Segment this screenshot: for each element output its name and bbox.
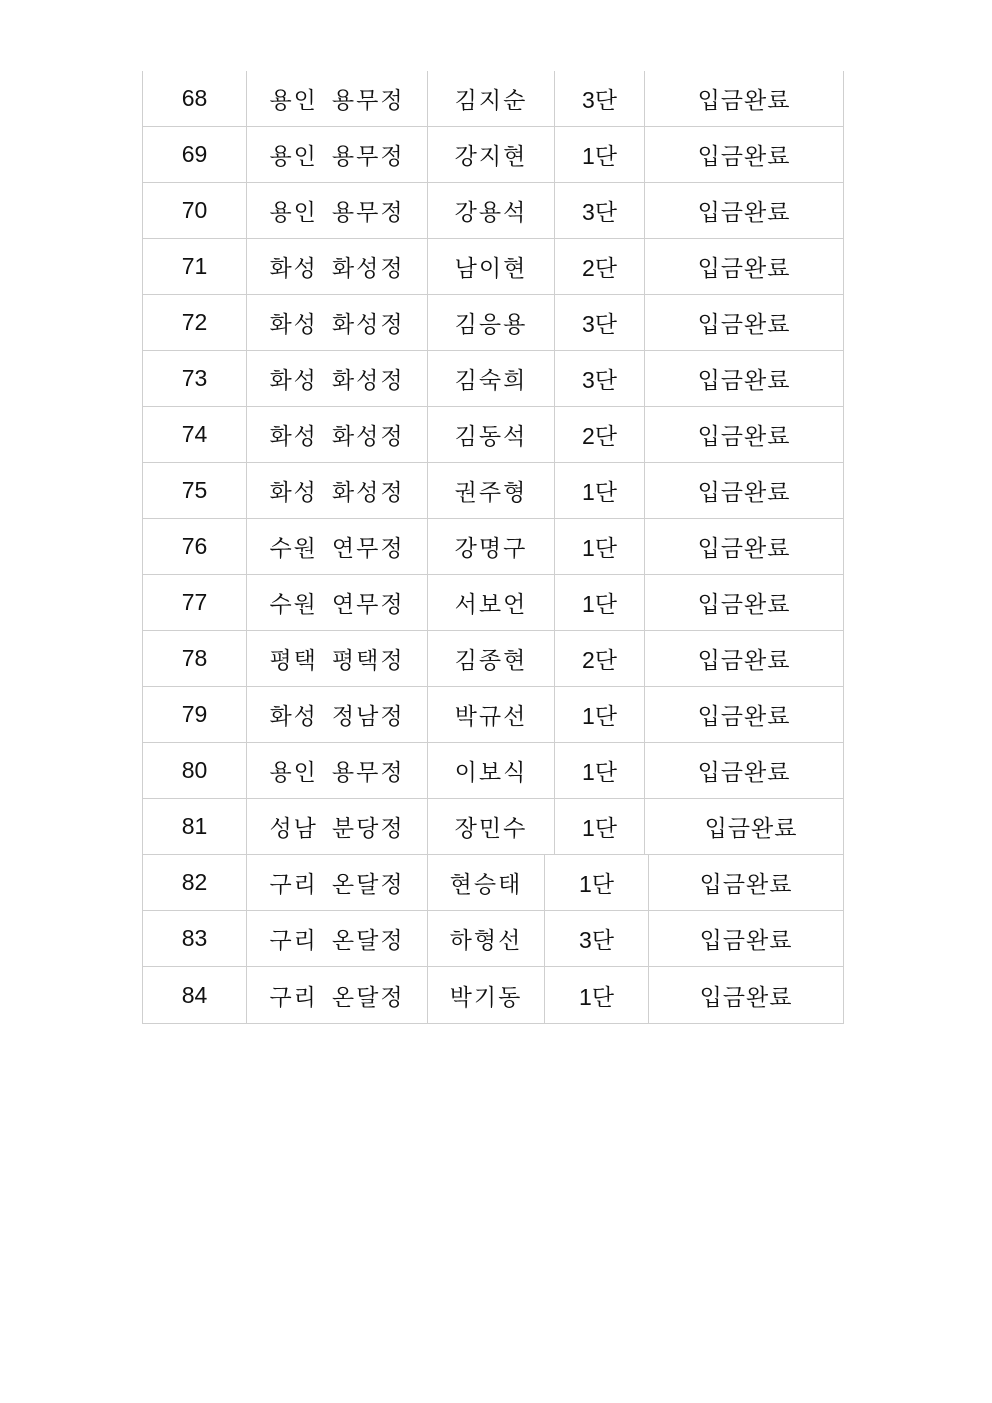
row-number-cell — [143, 239, 247, 294]
row-number-cell — [143, 575, 247, 630]
member-name-cell — [428, 407, 555, 462]
rank-cell — [555, 239, 645, 294]
club-name: 용무정 — [331, 200, 405, 226]
member-name-cell-text: 김숙희 — [454, 368, 528, 394]
row-number-cell-text: 82 — [181, 869, 208, 895]
rank-cell-text: 1단 — [581, 479, 617, 505]
club-region: 수원 — [269, 536, 318, 562]
club-region: 화성 — [269, 424, 318, 450]
rank-cell-text: 3단 — [581, 199, 617, 225]
member-name-cell — [428, 351, 555, 406]
table-row — [143, 183, 843, 239]
table-row — [143, 967, 843, 1024]
rank-cell-text: 1단 — [581, 535, 617, 561]
rank-cell — [555, 463, 645, 518]
rank-cell-text: 2단 — [581, 647, 617, 673]
row-number-cell — [143, 967, 247, 1023]
club-name: 분당정 — [331, 816, 405, 842]
member-name-cell-text: 하형선 — [449, 928, 523, 954]
row-number-cell-text: 70 — [181, 197, 208, 223]
payment-status-cell — [645, 183, 843, 238]
rank-cell-text: 3단 — [581, 367, 617, 393]
payment-status-cell — [649, 967, 843, 1023]
club-name: 화성정 — [331, 368, 405, 394]
payment-status-cell — [645, 463, 843, 518]
member-name-cell — [428, 127, 555, 182]
club-cell — [247, 519, 428, 574]
row-number-cell-text: 68 — [181, 85, 208, 111]
club-cell — [247, 127, 428, 182]
club-name: 화성정 — [331, 312, 405, 338]
row-number-cell — [143, 631, 247, 686]
member-name-cell — [428, 855, 545, 910]
row-number-cell — [143, 295, 247, 350]
row-number-cell — [143, 855, 247, 910]
row-number-cell — [143, 911, 247, 966]
payment-status-cell-text: 입금완료 — [697, 200, 791, 226]
club-cell — [247, 239, 428, 294]
payment-status-cell — [649, 911, 843, 966]
row-number-cell-text: 71 — [181, 253, 208, 279]
rank-cell — [555, 743, 645, 798]
club-region: 구리 — [269, 928, 318, 954]
club-name: 용무정 — [331, 144, 405, 170]
club-name: 평택정 — [331, 648, 405, 674]
table-row — [143, 295, 843, 351]
row-number-cell-text: 83 — [181, 925, 208, 951]
rank-cell — [555, 687, 645, 742]
rank-cell-text: 1단 — [581, 591, 617, 617]
rank-cell-text: 2단 — [581, 255, 617, 281]
club-region: 용인 — [269, 760, 318, 786]
row-number-cell — [143, 687, 247, 742]
club-cell — [247, 351, 428, 406]
table-row — [143, 351, 843, 407]
club-region: 화성 — [269, 368, 318, 394]
rank-cell-text: 1단 — [581, 703, 617, 729]
club-region: 구리 — [269, 872, 318, 898]
payment-status-cell — [645, 631, 843, 686]
member-name-cell-text: 이보식 — [454, 760, 528, 786]
payment-status-cell — [645, 687, 843, 742]
member-name-cell-text: 박규선 — [454, 704, 528, 730]
club-cell — [247, 183, 428, 238]
row-number-cell — [143, 519, 247, 574]
payment-status-cell-text: 입금완료 — [697, 312, 791, 338]
member-name-cell-text: 강용석 — [454, 200, 528, 226]
row-number-cell-text: 73 — [181, 365, 208, 391]
club-cell — [247, 631, 428, 686]
row-number-cell-text: 79 — [181, 701, 208, 727]
club-region: 용인 — [269, 88, 318, 114]
row-number-cell-text: 81 — [181, 813, 208, 839]
payment-status-cell — [645, 127, 843, 182]
rank-cell-text: 1단 — [578, 983, 614, 1010]
rank-cell — [545, 911, 649, 966]
row-number-cell — [143, 407, 247, 462]
club-region: 화성 — [269, 480, 318, 506]
club-name: 용무정 — [331, 760, 405, 786]
payment-status-cell-text: 입금완료 — [697, 648, 791, 674]
rank-cell — [555, 799, 645, 854]
table-row — [143, 575, 843, 631]
member-name-cell — [428, 687, 555, 742]
rank-cell-text: 1단 — [581, 143, 617, 169]
payment-status-cell-text: 입금완료 — [697, 480, 791, 506]
payment-status-cell — [645, 351, 843, 406]
member-name-cell-text: 강명구 — [454, 536, 528, 562]
rank-cell — [555, 519, 645, 574]
row-number-cell-text: 78 — [181, 645, 208, 671]
member-name-cell-text: 권주형 — [454, 480, 528, 506]
row-number-cell-text: 69 — [181, 141, 208, 167]
rank-cell-text: 3단 — [581, 311, 617, 337]
payment-status-cell-text: 입금완료 — [697, 424, 791, 450]
payment-status-cell — [649, 855, 843, 910]
row-number-cell — [143, 183, 247, 238]
club-cell — [247, 743, 428, 798]
table-row — [143, 463, 843, 519]
member-name-cell-text: 현승태 — [449, 872, 523, 898]
table-row — [143, 71, 843, 127]
rank-cell — [545, 855, 649, 910]
club-region: 용인 — [269, 200, 318, 226]
payment-status-cell-text: 입금완료 — [697, 592, 791, 618]
payment-status-cell — [645, 575, 843, 630]
member-name-cell-text: 박기동 — [449, 984, 523, 1011]
payment-status-cell — [645, 743, 843, 798]
member-name-cell — [428, 295, 555, 350]
club-name: 연무정 — [331, 592, 405, 618]
table-row — [143, 519, 843, 575]
row-number-cell — [143, 127, 247, 182]
member-name-cell-text: 김응용 — [454, 312, 528, 338]
member-name-cell — [428, 967, 545, 1023]
row-number-cell — [143, 743, 247, 798]
payment-status-cell-text: 입금완료 — [704, 816, 798, 842]
club-cell — [247, 295, 428, 350]
club-name: 정남정 — [331, 704, 405, 730]
row-number-cell-text: 72 — [181, 309, 208, 335]
table-row — [143, 799, 843, 855]
payment-status-cell-text: 입금완료 — [697, 88, 791, 114]
rank-cell — [555, 127, 645, 182]
member-name-cell-text: 서보언 — [454, 592, 528, 618]
table-row — [143, 239, 843, 295]
payment-status-cell-text: 입금완료 — [699, 872, 793, 898]
row-number-cell-text: 77 — [181, 589, 208, 615]
club-name: 용무정 — [331, 88, 405, 114]
payment-status-cell — [645, 295, 843, 350]
payment-status-cell — [645, 407, 843, 462]
member-name-cell — [428, 239, 555, 294]
member-name-cell — [428, 911, 545, 966]
club-region: 평택 — [269, 648, 318, 674]
row-number-cell-text: 84 — [181, 981, 208, 1008]
member-name-cell — [428, 463, 555, 518]
club-name: 화성정 — [331, 256, 405, 282]
payment-status-cell-text: 입금완료 — [699, 928, 793, 954]
rank-cell — [555, 407, 645, 462]
club-name: 온달정 — [331, 928, 405, 954]
club-region: 화성 — [269, 704, 318, 730]
payment-status-cell-text: 입금완료 — [697, 704, 791, 730]
club-cell — [247, 575, 428, 630]
row-number-cell-text: 74 — [181, 421, 208, 447]
club-region: 용인 — [269, 144, 318, 170]
payment-status-cell-text: 입금완료 — [699, 984, 793, 1011]
payment-status-cell-text: 입금완료 — [697, 368, 791, 394]
table-row — [143, 407, 843, 463]
table-row — [143, 127, 843, 183]
club-region: 구리 — [269, 984, 318, 1011]
row-number-cell-text: 80 — [181, 757, 208, 783]
row-number-cell-text: 76 — [181, 533, 208, 559]
club-cell — [247, 967, 428, 1023]
club-region: 수원 — [269, 592, 318, 618]
member-name-cell — [428, 71, 555, 126]
club-region: 성남 — [269, 816, 318, 842]
club-name: 화성정 — [331, 480, 405, 506]
club-cell — [247, 71, 428, 126]
member-name-cell-text: 남이현 — [454, 256, 528, 282]
member-name-cell — [428, 519, 555, 574]
club-name: 화성정 — [331, 424, 405, 450]
rank-cell-text: 1단 — [578, 871, 614, 897]
club-cell — [247, 855, 428, 910]
member-name-cell-text: 김종현 — [454, 648, 528, 674]
member-name-cell — [428, 743, 555, 798]
rank-cell — [555, 71, 645, 126]
rank-cell-text: 2단 — [581, 423, 617, 449]
club-cell — [247, 799, 428, 854]
payment-status-cell-text: 입금완료 — [697, 760, 791, 786]
rank-cell — [555, 183, 645, 238]
table-row — [143, 911, 843, 967]
club-cell — [247, 407, 428, 462]
rank-cell-text: 1단 — [581, 815, 617, 841]
club-region: 화성 — [269, 256, 318, 282]
rank-cell — [555, 575, 645, 630]
club-name: 온달정 — [331, 872, 405, 898]
member-name-cell-text: 강지현 — [454, 144, 528, 170]
row-number-cell — [143, 71, 247, 126]
payment-status-cell — [645, 239, 843, 294]
payment-status-cell-text: 입금완료 — [697, 144, 791, 170]
row-number-cell-text: 75 — [181, 477, 208, 503]
club-region: 화성 — [269, 312, 318, 338]
rank-cell — [545, 967, 649, 1023]
table-row — [143, 743, 843, 799]
rank-cell — [555, 351, 645, 406]
payment-status-cell — [645, 799, 843, 854]
table-row — [143, 855, 843, 911]
club-cell — [247, 911, 428, 966]
rank-cell — [555, 631, 645, 686]
member-name-cell-text: 장민수 — [454, 816, 528, 842]
club-name: 연무정 — [331, 536, 405, 562]
member-name-cell — [428, 799, 555, 854]
table-row — [143, 687, 843, 743]
rank-cell-text: 3단 — [581, 87, 617, 113]
payment-status-cell — [645, 519, 843, 574]
registration-table — [142, 71, 844, 1024]
member-name-cell — [428, 631, 555, 686]
member-name-cell-text: 김지순 — [454, 88, 528, 114]
club-cell — [247, 687, 428, 742]
payment-status-cell-text: 입금완료 — [697, 536, 791, 562]
club-name: 온달정 — [331, 984, 405, 1011]
member-name-cell — [428, 183, 555, 238]
rank-cell — [555, 295, 645, 350]
rank-cell-text: 3단 — [578, 927, 614, 953]
payment-status-cell-text: 입금완료 — [697, 256, 791, 282]
row-number-cell — [143, 463, 247, 518]
row-number-cell — [143, 799, 247, 854]
rank-cell-text: 1단 — [581, 759, 617, 785]
payment-status-cell — [645, 71, 843, 126]
club-cell — [247, 463, 428, 518]
row-number-cell — [143, 351, 247, 406]
member-name-cell-text: 김동석 — [454, 424, 528, 450]
table-row — [143, 631, 843, 687]
member-name-cell — [428, 575, 555, 630]
